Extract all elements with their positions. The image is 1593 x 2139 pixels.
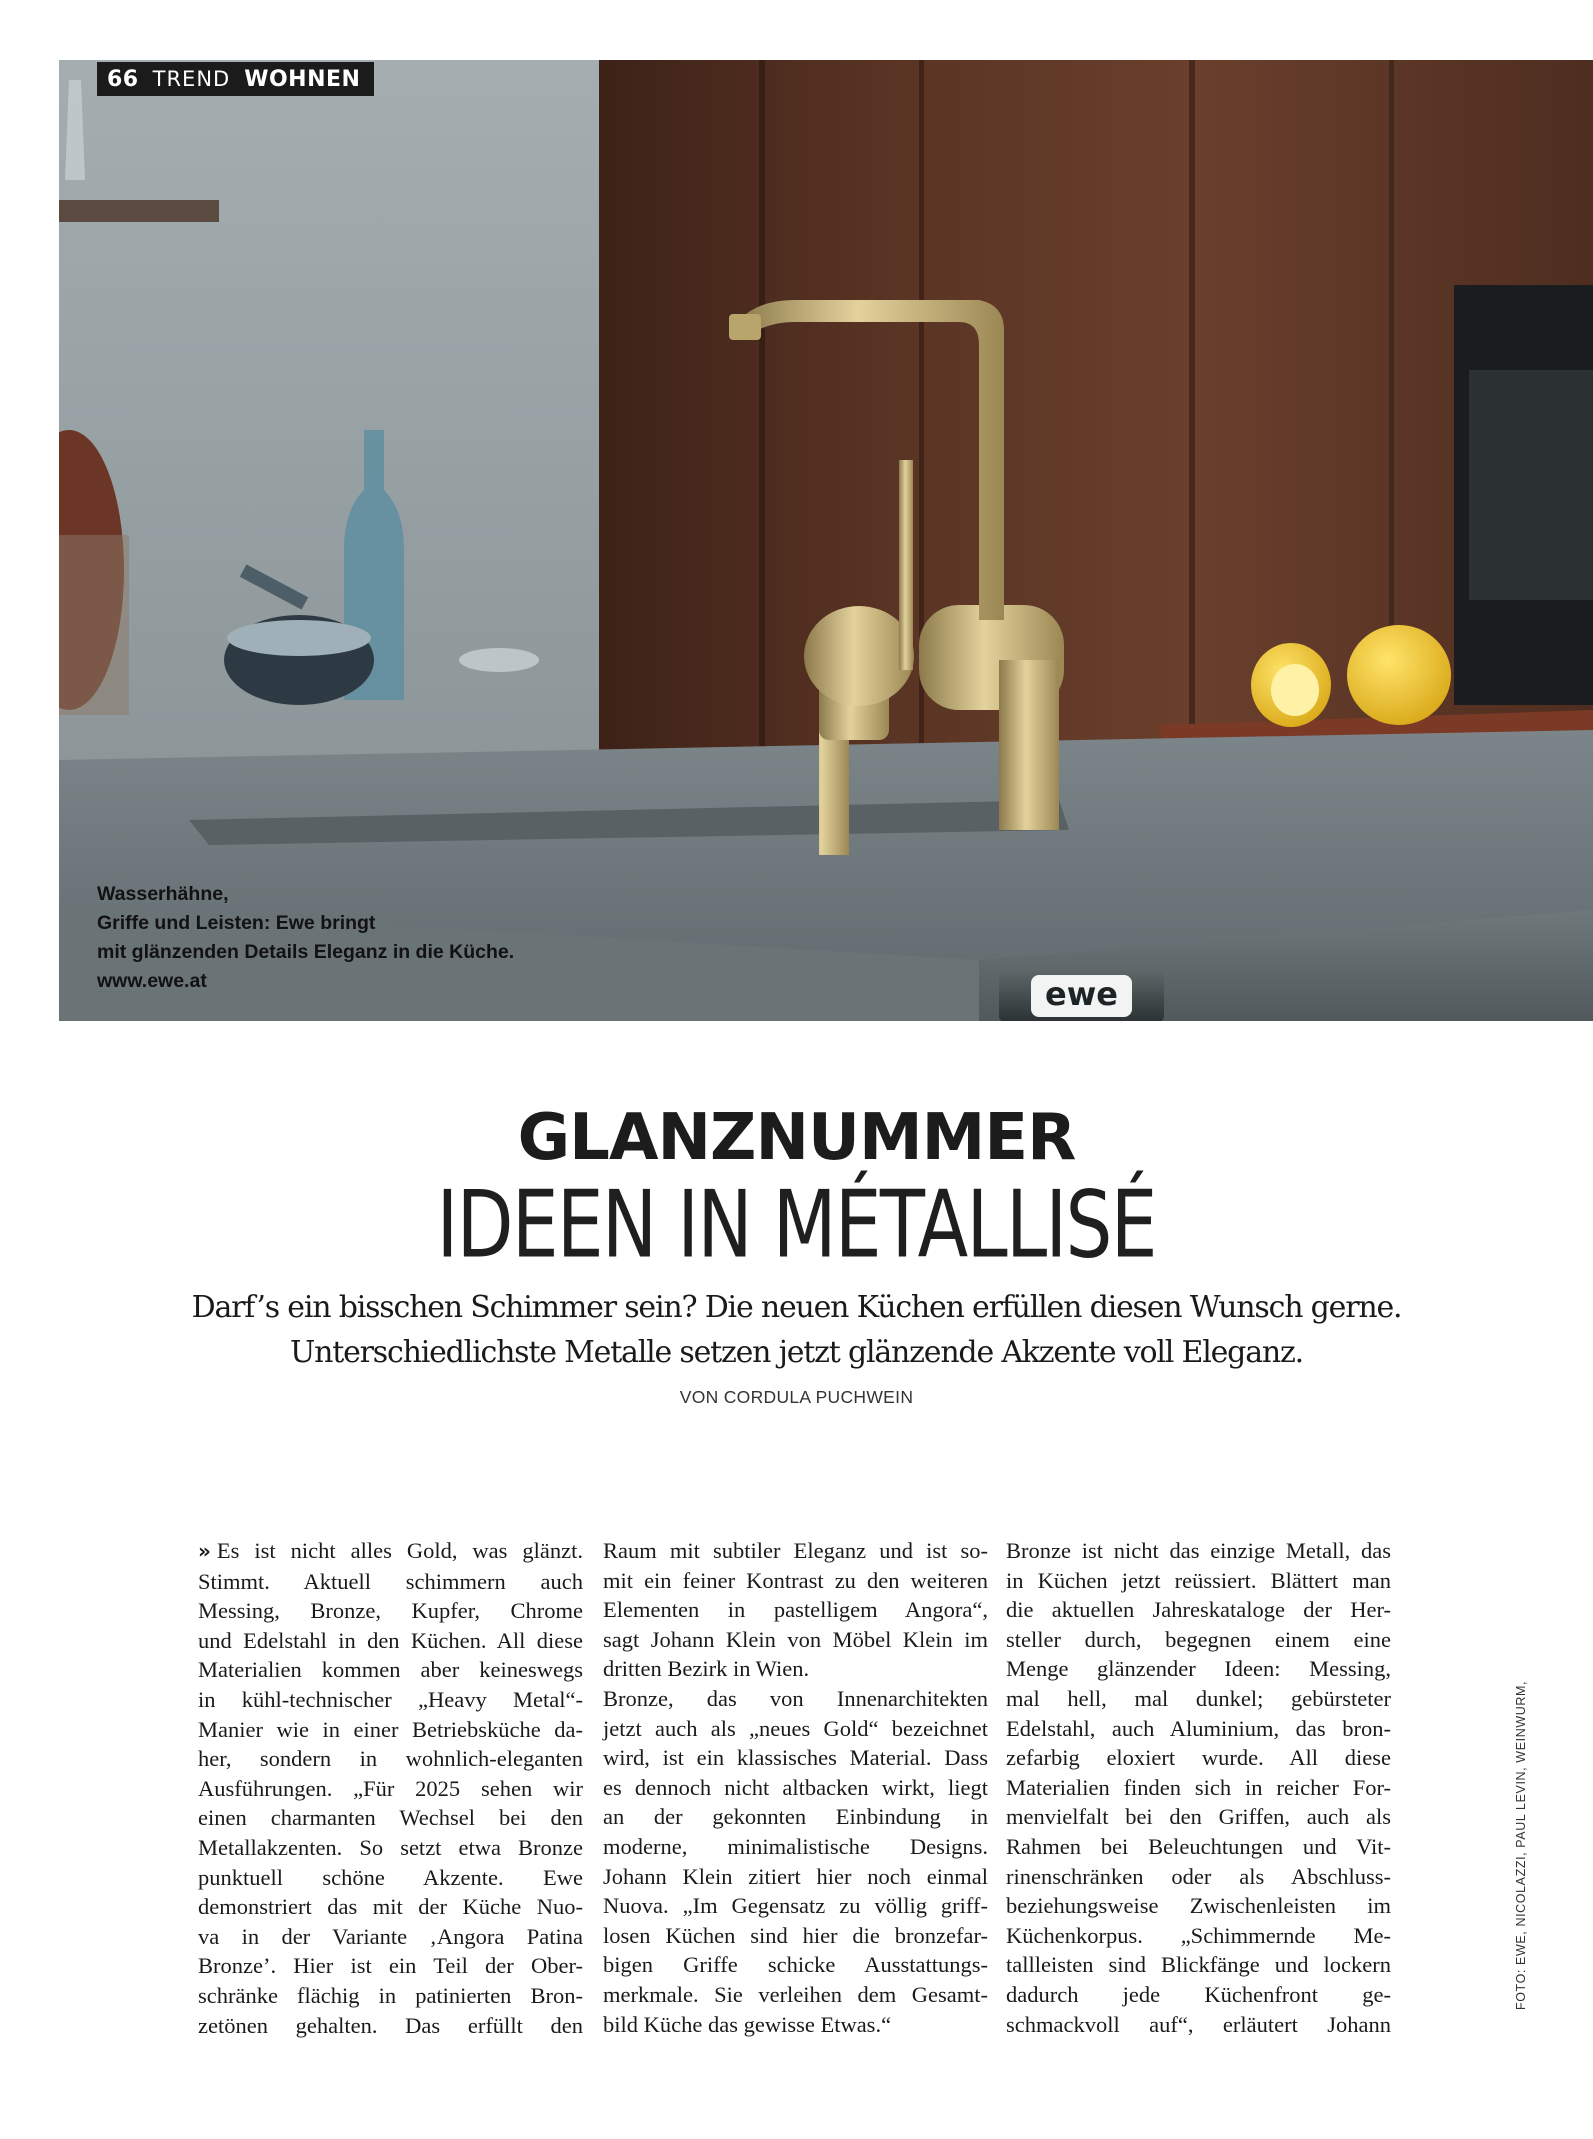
caption-line: Griffe und Leisten: Ewe bringt <box>97 912 376 934</box>
body-line: steller durch, begegnen einem eine <box>1006 1626 1391 1652</box>
body-line: Raum mit subtiler Eleganz und ist so- <box>603 1538 988 1563</box>
section-label: TREND <box>152 67 231 91</box>
body-line: schränke flächig in patinierten Bron- <box>198 1982 583 2008</box>
body-line: » Es ist nicht alles Gold, was glänzt. <box>198 1538 583 1563</box>
body-line: bild Küche das gewisse Etwas.“ <box>603 2011 892 2037</box>
body-line: mit ein feiner Kontrast zu den weiteren <box>603 1567 988 1593</box>
headline-title-text: IDEEN IN MÉTALLISÉ <box>436 1171 1157 1279</box>
body-line: Metallakzenten. So setzt etwa Bronze <box>198 1834 583 1860</box>
body-line: zefarbig eloxiert wurde. All diese <box>1006 1745 1391 1771</box>
body-line: tallleisten sind Blickfänge und lockern <box>1006 1952 1391 1978</box>
body-line: in Küchen jetzt reüssiert. Blättert man <box>1006 1567 1391 1593</box>
body-line: und Edelstahl in den Küchen. All diese <box>198 1627 583 1653</box>
body-line: Stimmt. Aktuell schimmern auch <box>198 1568 583 1594</box>
hero-photo <box>59 60 1593 1021</box>
body-line: zetönen gehalten. Das erfüllt den <box>198 2012 583 2038</box>
body-line: mal hell, mal dunkel; gebürsteter <box>1006 1685 1391 1711</box>
start-mark-icon: » <box>198 1539 211 1563</box>
body-line: Bronze, das von Innenarchitekten <box>603 1685 988 1711</box>
body-line: demonstriert das mit der Küche Nuo- <box>198 1894 583 1920</box>
body-line: Küchenkorpus. „Schimmernde Me- <box>1006 1922 1391 1948</box>
body-line: Ausführungen. „Für 2025 sehen wir <box>198 1775 583 1801</box>
headline-kicker: GLANZNUMMER <box>517 1101 1076 1175</box>
body-line: die aktuellen Jahreskataloge der Her- <box>1006 1597 1391 1623</box>
body-line: es dennoch nicht altbacken wirkt, liegt <box>603 1774 988 1800</box>
body-line: Elementen in pastelligem Angora“, <box>603 1597 988 1623</box>
body-line: schmackvoll auf“, erläutert Johann <box>1006 2011 1391 2037</box>
body-line: Bronze’. Hier ist ein Teil der Ober- <box>198 1953 583 1979</box>
body-line: rinenschränken oder als Abschluss- <box>1006 1863 1391 1889</box>
caption-line: mit glänzenden Details Eleganz in die Küche. <box>97 941 515 963</box>
body-line: jetzt auch als „neues Gold“ bezeichnet <box>603 1715 988 1741</box>
lead-line: Unterschiedlichste Metalle setzen jetzt glänzende Akzente voll Eleganz. <box>290 1335 1303 1370</box>
page-number: 66 <box>107 66 139 92</box>
body-line: her, sondern in wohnlich-eleganten <box>198 1746 583 1772</box>
body-line: menvielfalt bei den Griffen, auch als <box>1006 1804 1391 1830</box>
headline-title <box>0 1171 1593 1279</box>
body-line: Manier wie in einer Betriebsküche da- <box>198 1716 583 1742</box>
ewe-logo-text: ewe <box>1031 975 1132 1017</box>
photo-credit: FOTO: EWE, NICOLAZZI, PAUL LEVIN, WEINWURM, <box>1514 1680 1528 2010</box>
body-line: dadurch jede Küchenfront ge- <box>1006 1981 1391 2007</box>
body-line: in kühl-technischer „Heavy Metal“- <box>198 1686 583 1712</box>
body-column-3 <box>1006 1536 1391 2039</box>
body-line: Materialien finden sich in reicher For- <box>1006 1774 1391 1800</box>
body-line: Nuova. „Im Gegensatz zu völlig griff- <box>603 1893 988 1919</box>
body-line: Edelstahl, auch Aluminium, das bron- <box>1006 1715 1391 1741</box>
byline: VON CORDULA PUCHWEIN <box>679 1387 914 1407</box>
ewe-logo <box>999 970 1164 1021</box>
body-line: merkmale. Sie verleihen dem Gesamt- <box>603 1981 988 2007</box>
body-line: moderne, minimalistische Designs. <box>603 1833 988 1859</box>
body-line: sagt Johann Klein von Möbel Klein im <box>603 1626 988 1652</box>
body-line: bigen Griffe schicke Ausstattungs- <box>603 1952 988 1978</box>
folio-badge <box>97 62 374 96</box>
body-column-1 <box>198 1536 583 2040</box>
lead-line: Darf’s ein bisschen Schimmer sein? Die neuen Küchen erfüllen diesen Wunsch gerne. <box>191 1290 1402 1325</box>
caption-line: Wasserhähne, <box>97 883 229 905</box>
body-line: punktuell schöne Akzente. Ewe <box>198 1864 583 1890</box>
body-line: Bronze ist nicht das einzige Metall, das <box>1006 1538 1391 1563</box>
body-line: einen charmanten Wechsel bei den <box>198 1805 583 1831</box>
body-line: losen Küchen sind hier die bronzefar- <box>603 1922 988 1948</box>
subsection-label: WOHNEN <box>244 66 361 92</box>
body-column-2 <box>603 1536 988 2039</box>
body-line: dritten Bezirk in Wien. <box>603 1656 810 1682</box>
lead-text <box>0 1285 1593 1375</box>
body-line: wird, ist ein klassisches Material. Dass <box>603 1745 988 1771</box>
kitchen-photo-illustration <box>59 60 1593 1021</box>
body-line: Menge glänzender Ideen: Messing, <box>1006 1656 1391 1682</box>
body-line: Johann Klein zitiert hier noch einmal <box>603 1863 988 1889</box>
body-line: Messing, Bronze, Kupfer, Chrome <box>198 1598 583 1624</box>
body-line: va in der Variante ‚Angora Patina <box>198 1923 583 1949</box>
photo-caption <box>97 880 514 996</box>
caption-url: www.ewe.at <box>97 970 207 992</box>
body-line: Materialien kommen aber keineswegs <box>198 1657 583 1683</box>
body-line: an der gekonnten Einbindung in <box>603 1804 988 1830</box>
body-line: Rahmen bei Beleuchtungen und Vit- <box>1006 1833 1391 1859</box>
body-line: beziehungsweise Zwischenleisten im <box>1006 1893 1391 1919</box>
